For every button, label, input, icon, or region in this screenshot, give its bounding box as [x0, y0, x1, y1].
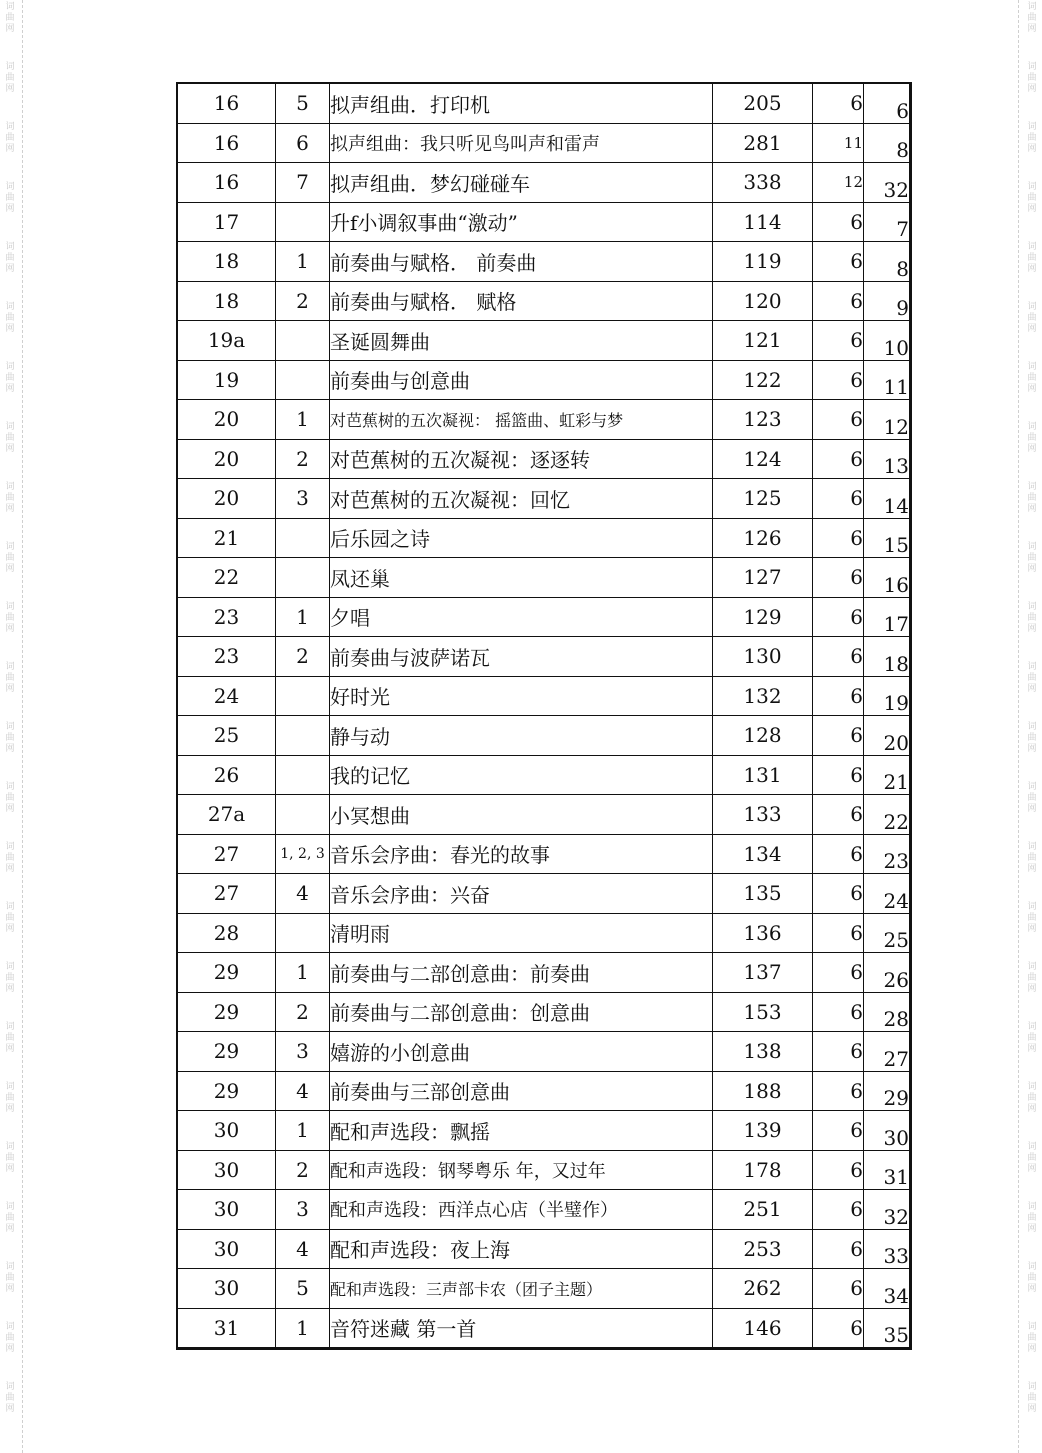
work-number-cell: 17 — [177, 202, 276, 242]
index-cell: 14 — [864, 479, 911, 519]
length-cell: 6 — [813, 1269, 864, 1309]
title-cell: 前奏曲与二部创意曲：前奏曲 — [330, 953, 713, 993]
page-number-cell: 137 — [713, 953, 813, 993]
length-cell: 6 — [813, 360, 864, 400]
watermark-mark: 词 曲 网 — [1027, 722, 1037, 754]
movement-number-cell — [276, 716, 330, 756]
movement-number-cell — [276, 518, 330, 558]
page-number-cell: 123 — [713, 400, 813, 440]
watermark-mark: 词 曲 网 — [1027, 1082, 1037, 1114]
index-cell: 12 — [864, 400, 911, 440]
watermark-mark: 词 曲 网 — [5, 1142, 15, 1174]
title-cell: 升f小调叙事曲“激动” — [330, 202, 713, 242]
index-cell: 11 — [864, 360, 911, 400]
title-cell: 配和声选段：飘摇 — [330, 1111, 713, 1151]
work-number-cell: 31 — [177, 1308, 276, 1349]
table-row — [177, 795, 911, 835]
index-cell: 19 — [864, 676, 911, 716]
page-number-cell: 178 — [713, 1150, 813, 1190]
index-cell: 18 — [864, 637, 911, 677]
title-cell: 夕唱 — [330, 597, 713, 637]
index-cell: 33 — [864, 1229, 911, 1269]
watermark-mark: 词 曲 网 — [1027, 602, 1037, 634]
work-number-cell: 18 — [177, 281, 276, 321]
work-number-cell: 21 — [177, 518, 276, 558]
table-row — [177, 558, 911, 598]
work-number-cell: 23 — [177, 597, 276, 637]
title-cell: 音符迷藏 第一首 — [330, 1308, 713, 1349]
work-number-cell: 20 — [177, 479, 276, 519]
table-row — [177, 874, 911, 914]
work-number-cell: 25 — [177, 716, 276, 756]
catalog-table-body — [177, 83, 911, 1349]
length-cell: 6 — [813, 597, 864, 637]
length-cell: 6 — [813, 1229, 864, 1269]
watermark-mark: 词 曲 网 — [5, 842, 15, 874]
title-cell: 小冥想曲 — [330, 795, 713, 835]
table-row — [177, 400, 911, 440]
watermark-mark: 词 曲 网 — [5, 782, 15, 814]
page-number-cell: 146 — [713, 1308, 813, 1349]
table-row — [177, 1111, 911, 1151]
movement-number-cell: 1 — [276, 1111, 330, 1151]
watermark-mark: 词 曲 网 — [1027, 1142, 1037, 1174]
table-row — [177, 1269, 911, 1309]
movement-number-cell: 3 — [276, 1032, 330, 1072]
watermark-mark: 词 曲 网 — [5, 962, 15, 994]
watermark-mark: 词 曲 网 — [5, 2, 15, 34]
page-number-cell: 125 — [713, 479, 813, 519]
movement-number-cell — [276, 202, 330, 242]
work-number-cell: 26 — [177, 755, 276, 795]
watermark-mark: 词 曲 网 — [1027, 662, 1037, 694]
work-number-cell: 20 — [177, 439, 276, 479]
index-cell: 23 — [864, 834, 911, 874]
page-number-cell: 133 — [713, 795, 813, 835]
length-cell: 6 — [813, 83, 864, 123]
movement-number-cell — [276, 795, 330, 835]
index-cell: 8 — [864, 242, 911, 282]
title-cell: 好时光 — [330, 676, 713, 716]
table-row — [177, 123, 911, 163]
movement-number-cell — [276, 360, 330, 400]
page-number-cell: 281 — [713, 123, 813, 163]
title-cell: 前奏曲与赋格． 前奏曲 — [330, 242, 713, 282]
length-cell: 6 — [813, 1071, 864, 1111]
watermark-mark: 词 曲 网 — [5, 902, 15, 934]
watermark-mark: 词 曲 网 — [1027, 482, 1037, 514]
movement-number-cell: 2 — [276, 439, 330, 479]
work-number-cell: 29 — [177, 1032, 276, 1072]
watermark-mark: 词 曲 网 — [5, 1262, 15, 1294]
page-number-cell: 138 — [713, 1032, 813, 1072]
watermark-mark: 词 曲 网 — [5, 62, 15, 94]
length-cell: 6 — [813, 1150, 864, 1190]
title-cell: 配和声选段：钢琴粤乐 年，又过年 — [330, 1150, 713, 1190]
title-cell: 凤还巢 — [330, 558, 713, 598]
watermark-mark: 词 曲 网 — [5, 182, 15, 214]
works-catalog-table — [176, 82, 912, 1350]
table-row — [177, 716, 911, 756]
page-number-cell: 205 — [713, 83, 813, 123]
table-row — [177, 637, 911, 677]
watermark-mark: 词 曲 网 — [1027, 1382, 1037, 1414]
table-row — [177, 479, 911, 519]
length-cell: 6 — [813, 716, 864, 756]
page-number-cell: 253 — [713, 1229, 813, 1269]
movement-number-cell: 4 — [276, 874, 330, 914]
length-cell: 6 — [813, 676, 864, 716]
movement-number-cell: 1 — [276, 1308, 330, 1349]
length-cell: 6 — [813, 953, 864, 993]
length-cell: 6 — [813, 1111, 864, 1151]
watermark-mark: 词 曲 网 — [5, 422, 15, 454]
watermark-mark: 词 曲 网 — [5, 482, 15, 514]
table-row — [177, 1150, 911, 1190]
left-watermark-column — [3, 0, 17, 1453]
watermark-mark: 词 曲 网 — [1027, 182, 1037, 214]
index-cell: 24 — [864, 874, 911, 914]
movement-number-cell: 2 — [276, 281, 330, 321]
work-number-cell: 19 — [177, 360, 276, 400]
work-number-cell: 29 — [177, 953, 276, 993]
title-cell: 我的记忆 — [330, 755, 713, 795]
watermark-mark: 词 曲 网 — [5, 1382, 15, 1414]
index-cell: 8 — [864, 123, 911, 163]
title-cell: 对芭蕉树的五次凝视：逐逐转 — [330, 439, 713, 479]
index-cell: 32 — [864, 1190, 911, 1230]
index-cell: 17 — [864, 597, 911, 637]
page-number-cell: 131 — [713, 755, 813, 795]
work-number-cell: 20 — [177, 400, 276, 440]
length-cell: 6 — [813, 874, 864, 914]
watermark-mark: 词 曲 网 — [1027, 542, 1037, 574]
title-cell: 后乐园之诗 — [330, 518, 713, 558]
title-cell: 前奏曲与波萨诺瓦 — [330, 637, 713, 677]
movement-number-cell: 1, 2, 3 — [276, 834, 330, 874]
work-number-cell: 28 — [177, 913, 276, 953]
watermark-mark: 词 曲 网 — [1027, 842, 1037, 874]
watermark-mark: 词 曲 网 — [5, 122, 15, 154]
title-cell: 音乐会序曲：兴奋 — [330, 874, 713, 914]
page-number-cell: 262 — [713, 1269, 813, 1309]
title-cell: 配和声选段：西洋点心店（半璧作） — [330, 1190, 713, 1230]
page-number-cell: 114 — [713, 202, 813, 242]
movement-number-cell: 3 — [276, 479, 330, 519]
length-cell: 6 — [813, 1032, 864, 1072]
index-cell: 13 — [864, 439, 911, 479]
movement-number-cell: 7 — [276, 163, 330, 203]
watermark-mark: 词 曲 网 — [5, 302, 15, 334]
title-cell: 拟声组曲：我只听见鸟叫声和雷声 — [330, 123, 713, 163]
watermark-mark: 词 曲 网 — [5, 1082, 15, 1114]
watermark-mark: 词 曲 网 — [1027, 1322, 1037, 1354]
table-row — [177, 755, 911, 795]
length-cell: 6 — [813, 439, 864, 479]
watermark-mark: 词 曲 网 — [5, 602, 15, 634]
movement-number-cell: 1 — [276, 597, 330, 637]
page-number-cell: 119 — [713, 242, 813, 282]
page-number-cell: 134 — [713, 834, 813, 874]
movement-number-cell — [276, 558, 330, 598]
page-number-cell: 136 — [713, 913, 813, 953]
right-watermark-column — [1025, 0, 1039, 1453]
movement-number-cell — [276, 676, 330, 716]
index-cell: 26 — [864, 953, 911, 993]
index-cell: 7 — [864, 202, 911, 242]
title-cell: 前奏曲与赋格． 赋格 — [330, 281, 713, 321]
length-cell: 6 — [813, 400, 864, 440]
left-margin-line — [22, 0, 23, 1453]
work-number-cell: 27 — [177, 834, 276, 874]
movement-number-cell: 4 — [276, 1071, 330, 1111]
page-number-cell: 128 — [713, 716, 813, 756]
length-cell: 12 — [813, 163, 864, 203]
watermark-mark: 词 曲 网 — [5, 722, 15, 754]
work-number-cell: 16 — [177, 163, 276, 203]
title-cell: 前奏曲与创意曲 — [330, 360, 713, 400]
table-row — [177, 439, 911, 479]
movement-number-cell — [276, 321, 330, 361]
title-cell: 圣诞圆舞曲 — [330, 321, 713, 361]
length-cell: 6 — [813, 755, 864, 795]
table-row — [177, 518, 911, 558]
watermark-mark: 词 曲 网 — [1027, 2, 1037, 34]
page-number-cell: 139 — [713, 1111, 813, 1151]
length-cell: 6 — [813, 202, 864, 242]
movement-number-cell: 3 — [276, 1190, 330, 1230]
index-cell: 25 — [864, 913, 911, 953]
work-number-cell: 27a — [177, 795, 276, 835]
length-cell: 6 — [813, 992, 864, 1032]
length-cell: 6 — [813, 637, 864, 677]
page-number-cell: 132 — [713, 676, 813, 716]
page-number-cell: 251 — [713, 1190, 813, 1230]
watermark-mark: 词 曲 网 — [1027, 302, 1037, 334]
length-cell: 11 — [813, 123, 864, 163]
watermark-mark: 词 曲 网 — [1027, 1022, 1037, 1054]
table-row — [177, 953, 911, 993]
index-cell: 28 — [864, 992, 911, 1032]
title-cell: 嬉游的小创意曲 — [330, 1032, 713, 1072]
title-cell: 对芭蕉树的五次凝视：回忆 — [330, 479, 713, 519]
movement-number-cell: 2 — [276, 1150, 330, 1190]
page-number-cell: 121 — [713, 321, 813, 361]
movement-number-cell: 1 — [276, 953, 330, 993]
work-number-cell: 18 — [177, 242, 276, 282]
length-cell: 6 — [813, 834, 864, 874]
watermark-mark: 词 曲 网 — [1027, 62, 1037, 94]
work-number-cell: 30 — [177, 1190, 276, 1230]
table-row — [177, 834, 911, 874]
work-number-cell: 30 — [177, 1269, 276, 1309]
table-row — [177, 202, 911, 242]
table-row — [177, 1032, 911, 1072]
watermark-mark: 词 曲 网 — [5, 242, 15, 274]
length-cell: 6 — [813, 558, 864, 598]
table-row — [177, 281, 911, 321]
index-cell: 31 — [864, 1150, 911, 1190]
work-number-cell: 24 — [177, 676, 276, 716]
page-number-cell: 153 — [713, 992, 813, 1032]
table-row — [177, 1308, 911, 1349]
table-row — [177, 163, 911, 203]
index-cell: 20 — [864, 716, 911, 756]
table-row — [177, 1190, 911, 1230]
length-cell: 6 — [813, 242, 864, 282]
page-number-cell: 120 — [713, 281, 813, 321]
table-row — [177, 83, 911, 123]
work-number-cell: 30 — [177, 1111, 276, 1151]
index-cell: 29 — [864, 1071, 911, 1111]
watermark-mark: 词 曲 网 — [1027, 422, 1037, 454]
title-cell: 拟声组曲．打印机 — [330, 83, 713, 123]
length-cell: 6 — [813, 518, 864, 558]
movement-number-cell: 1 — [276, 242, 330, 282]
work-number-cell: 19a — [177, 321, 276, 361]
page-number-cell: 130 — [713, 637, 813, 677]
index-cell: 27 — [864, 1032, 911, 1072]
work-number-cell: 23 — [177, 637, 276, 677]
title-cell: 静与动 — [330, 716, 713, 756]
watermark-mark: 词 曲 网 — [1027, 1262, 1037, 1294]
movement-number-cell: 2 — [276, 637, 330, 677]
page-number-cell: 127 — [713, 558, 813, 598]
length-cell: 6 — [813, 1190, 864, 1230]
title-cell: 清明雨 — [330, 913, 713, 953]
length-cell: 6 — [813, 479, 864, 519]
index-cell: 22 — [864, 795, 911, 835]
watermark-mark: 词 曲 网 — [5, 1202, 15, 1234]
page-number-cell: 135 — [713, 874, 813, 914]
table-row — [177, 676, 911, 716]
work-number-cell: 27 — [177, 874, 276, 914]
title-cell: 音乐会序曲：春光的故事 — [330, 834, 713, 874]
index-cell: 21 — [864, 755, 911, 795]
table-row — [177, 1071, 911, 1111]
index-cell: 6 — [864, 83, 911, 123]
page-number-cell: 124 — [713, 439, 813, 479]
page-number-cell: 188 — [713, 1071, 813, 1111]
movement-number-cell: 1 — [276, 400, 330, 440]
page-number-cell: 338 — [713, 163, 813, 203]
work-number-cell: 16 — [177, 83, 276, 123]
work-number-cell: 16 — [177, 123, 276, 163]
title-cell: 拟声组曲．梦幻碰碰车 — [330, 163, 713, 203]
title-cell: 前奏曲与三部创意曲 — [330, 1071, 713, 1111]
right-margin-line — [1018, 0, 1019, 1453]
table-row — [177, 992, 911, 1032]
length-cell: 6 — [813, 281, 864, 321]
table-row — [177, 913, 911, 953]
title-cell: 配和声选段：夜上海 — [330, 1229, 713, 1269]
work-number-cell: 30 — [177, 1150, 276, 1190]
movement-number-cell: 5 — [276, 83, 330, 123]
watermark-mark: 词 曲 网 — [1027, 122, 1037, 154]
length-cell: 6 — [813, 913, 864, 953]
movement-number-cell: 5 — [276, 1269, 330, 1309]
length-cell: 6 — [813, 321, 864, 361]
watermark-mark: 词 曲 网 — [1027, 1202, 1037, 1234]
work-number-cell: 22 — [177, 558, 276, 598]
watermark-mark: 词 曲 网 — [1027, 242, 1037, 274]
table-row — [177, 1229, 911, 1269]
work-number-cell: 29 — [177, 1071, 276, 1111]
watermark-mark: 词 曲 网 — [5, 1322, 15, 1354]
index-cell: 35 — [864, 1308, 911, 1349]
index-cell: 34 — [864, 1269, 911, 1309]
index-cell: 9 — [864, 281, 911, 321]
length-cell: 6 — [813, 795, 864, 835]
page-number-cell: 122 — [713, 360, 813, 400]
movement-number-cell: 6 — [276, 123, 330, 163]
watermark-mark: 词 曲 网 — [5, 1022, 15, 1054]
table-row — [177, 242, 911, 282]
movement-number-cell: 2 — [276, 992, 330, 1032]
index-cell: 15 — [864, 518, 911, 558]
watermark-mark: 词 曲 网 — [1027, 362, 1037, 394]
title-cell: 对芭蕉树的五次凝视： 摇篮曲、虹彩与梦 — [330, 400, 713, 440]
watermark-mark: 词 曲 网 — [5, 542, 15, 574]
movement-number-cell — [276, 913, 330, 953]
table-row — [177, 321, 911, 361]
index-cell: 10 — [864, 321, 911, 361]
table-row — [177, 597, 911, 637]
watermark-mark: 词 曲 网 — [5, 662, 15, 694]
watermark-mark: 词 曲 网 — [1027, 962, 1037, 994]
movement-number-cell — [276, 755, 330, 795]
work-number-cell: 30 — [177, 1229, 276, 1269]
table-row — [177, 360, 911, 400]
movement-number-cell: 4 — [276, 1229, 330, 1269]
index-cell: 16 — [864, 558, 911, 598]
page-number-cell: 129 — [713, 597, 813, 637]
index-cell: 30 — [864, 1111, 911, 1151]
watermark-mark: 词 曲 网 — [1027, 902, 1037, 934]
index-cell: 32 — [864, 163, 911, 203]
title-cell: 配和声选段：三声部卡农（团子主题） — [330, 1269, 713, 1309]
length-cell: 6 — [813, 1308, 864, 1349]
watermark-mark: 词 曲 网 — [1027, 782, 1037, 814]
page-number-cell: 126 — [713, 518, 813, 558]
title-cell: 前奏曲与二部创意曲：创意曲 — [330, 992, 713, 1032]
work-number-cell: 29 — [177, 992, 276, 1032]
watermark-mark: 词 曲 网 — [5, 362, 15, 394]
